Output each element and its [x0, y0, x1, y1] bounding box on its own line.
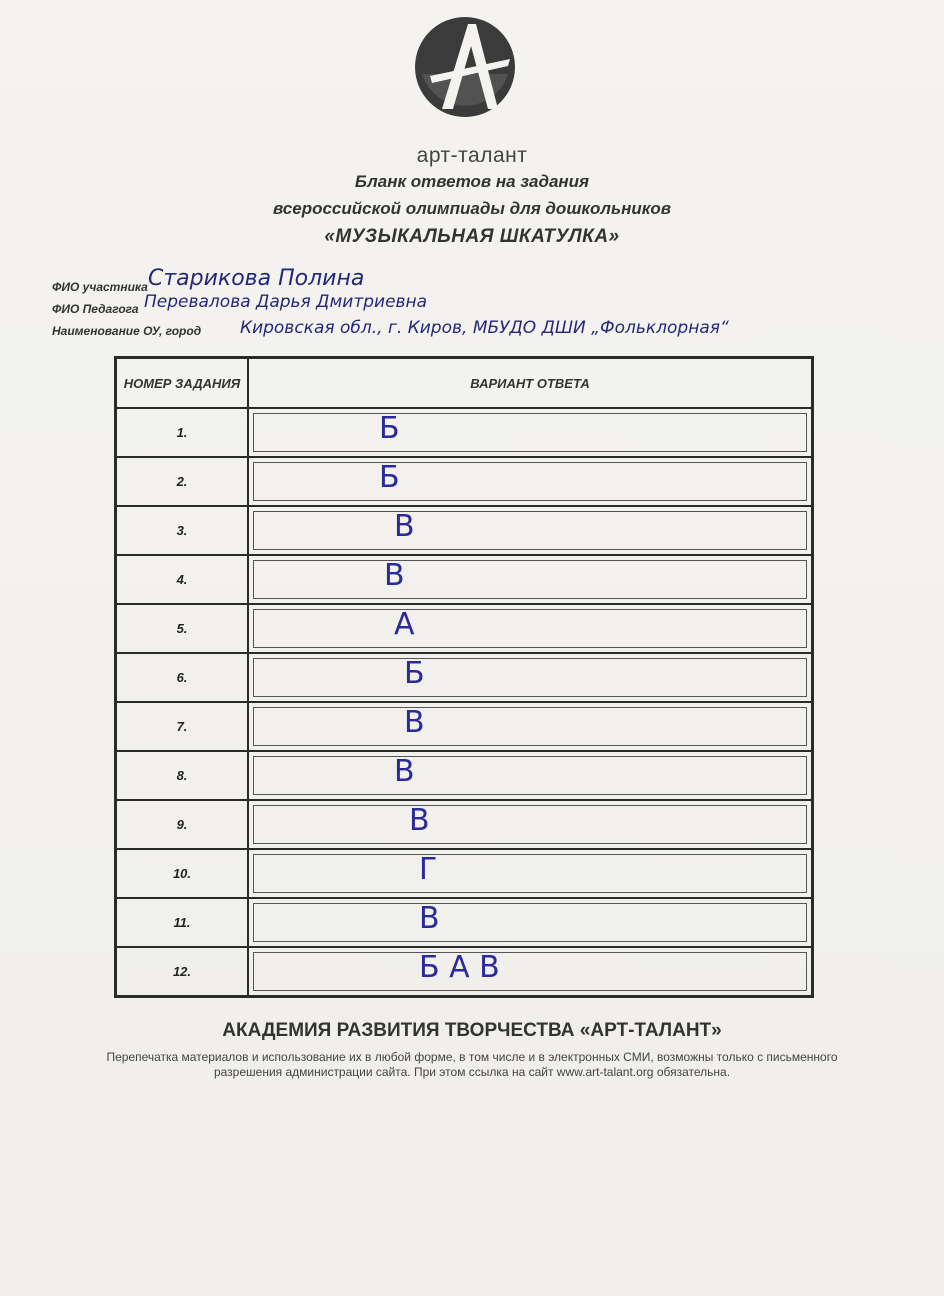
- brand-name: арт-талант: [416, 144, 528, 167]
- table-row: [116, 898, 813, 947]
- answer-cell: [248, 408, 813, 457]
- table-row: [116, 555, 813, 604]
- answer-box: [253, 609, 807, 648]
- answer-cell: [248, 457, 813, 506]
- handwritten-answer: В: [384, 558, 405, 593]
- answer-box: [253, 756, 807, 795]
- answer-box: [253, 952, 807, 991]
- task-number: 9.: [116, 800, 249, 849]
- answer-cell: [248, 604, 813, 653]
- answer-cell: [248, 751, 813, 800]
- table-row: [116, 653, 813, 702]
- task-number: 7.: [116, 702, 249, 751]
- answer-cell: [248, 800, 813, 849]
- task-number: 4.: [116, 555, 249, 604]
- table-row: [116, 702, 813, 751]
- column-header-number: НОМЕР ЗАДАНИЯ: [116, 358, 249, 409]
- handwritten-answer: В: [404, 705, 425, 740]
- answer-box: [253, 707, 807, 746]
- participant-value: Старикова Полина: [148, 266, 365, 291]
- answers-table: [114, 356, 814, 998]
- task-number: 10.: [116, 849, 249, 898]
- task-number: 11.: [116, 898, 249, 947]
- footer-title: АКАДЕМИЯ РАЗВИТИЯ ТВОРЧЕСТВА «АРТ-ТАЛАНТ»: [222, 1020, 722, 1041]
- task-number: 6.: [116, 653, 249, 702]
- art-talant-logo-icon: [412, 14, 518, 146]
- task-number: 8.: [116, 751, 249, 800]
- handwritten-answer: В: [394, 509, 415, 544]
- answer-cell: [248, 849, 813, 898]
- answer-box: [253, 511, 807, 550]
- answer-box: [253, 560, 807, 599]
- table-row: [116, 506, 813, 555]
- answer-cell: [248, 947, 813, 997]
- handwritten-answer: Б: [379, 460, 400, 495]
- school-label: Наименование ОУ, город: [52, 324, 202, 338]
- answer-box: [253, 413, 807, 452]
- answer-box: [253, 903, 807, 942]
- answer-box: [253, 658, 807, 697]
- handwritten-answer: В: [409, 803, 430, 838]
- form-title: Бланк ответов на задания: [354, 172, 590, 191]
- table-row: [116, 800, 813, 849]
- teacher-label: ФИО Педагога: [52, 302, 139, 316]
- handwritten-answer: Б: [379, 411, 400, 446]
- answer-box: [253, 462, 807, 501]
- table-row: [116, 604, 813, 653]
- task-number: 3.: [116, 506, 249, 555]
- table-row: [116, 408, 813, 457]
- footer-note: Перепечатка материалов и использование их в любой форме, в том числе и в электронных СМИ, возможны только с письменного разрешения администрации сайта. При этом ссылка на сайт www.art-talant.org обязательна.: [106, 1050, 838, 1079]
- table-row: [116, 751, 813, 800]
- participant-label: ФИО участника: [52, 280, 148, 294]
- answer-cell: [248, 702, 813, 751]
- handwritten-answer: А: [394, 607, 415, 642]
- table-row: [116, 947, 813, 997]
- task-number: 2.: [116, 457, 249, 506]
- teacher-value: Перевалова Дарья Дмитриевна: [144, 292, 428, 312]
- handwritten-answer: В: [394, 754, 415, 789]
- task-number: 1.: [116, 408, 249, 457]
- task-number: 5.: [116, 604, 249, 653]
- answer-cell: [248, 506, 813, 555]
- answer-box: [253, 805, 807, 844]
- form-subtitle: всероссийской олимпиады для дошкольников: [272, 199, 672, 218]
- answer-cell: [248, 898, 813, 947]
- task-number: 12.: [116, 947, 249, 997]
- answer-box: [253, 854, 807, 893]
- handwritten-answer: Г: [419, 852, 438, 887]
- school-value: Кировская обл., г. Киров, МБУДО ДШИ „Фольклорная“: [240, 318, 729, 338]
- column-header-answer: ВАРИАНТ ОТВЕТА: [248, 358, 813, 409]
- table-row: [116, 457, 813, 506]
- answer-cell: [248, 555, 813, 604]
- handwritten-answer: В: [419, 901, 440, 936]
- table-row: [116, 849, 813, 898]
- handwritten-answer: Б А В: [419, 950, 500, 985]
- answer-cell: [248, 653, 813, 702]
- olympiad-name: «МУЗЫКАЛЬНАЯ ШКАТУЛКА»: [324, 226, 620, 247]
- handwritten-answer: Б: [404, 656, 425, 691]
